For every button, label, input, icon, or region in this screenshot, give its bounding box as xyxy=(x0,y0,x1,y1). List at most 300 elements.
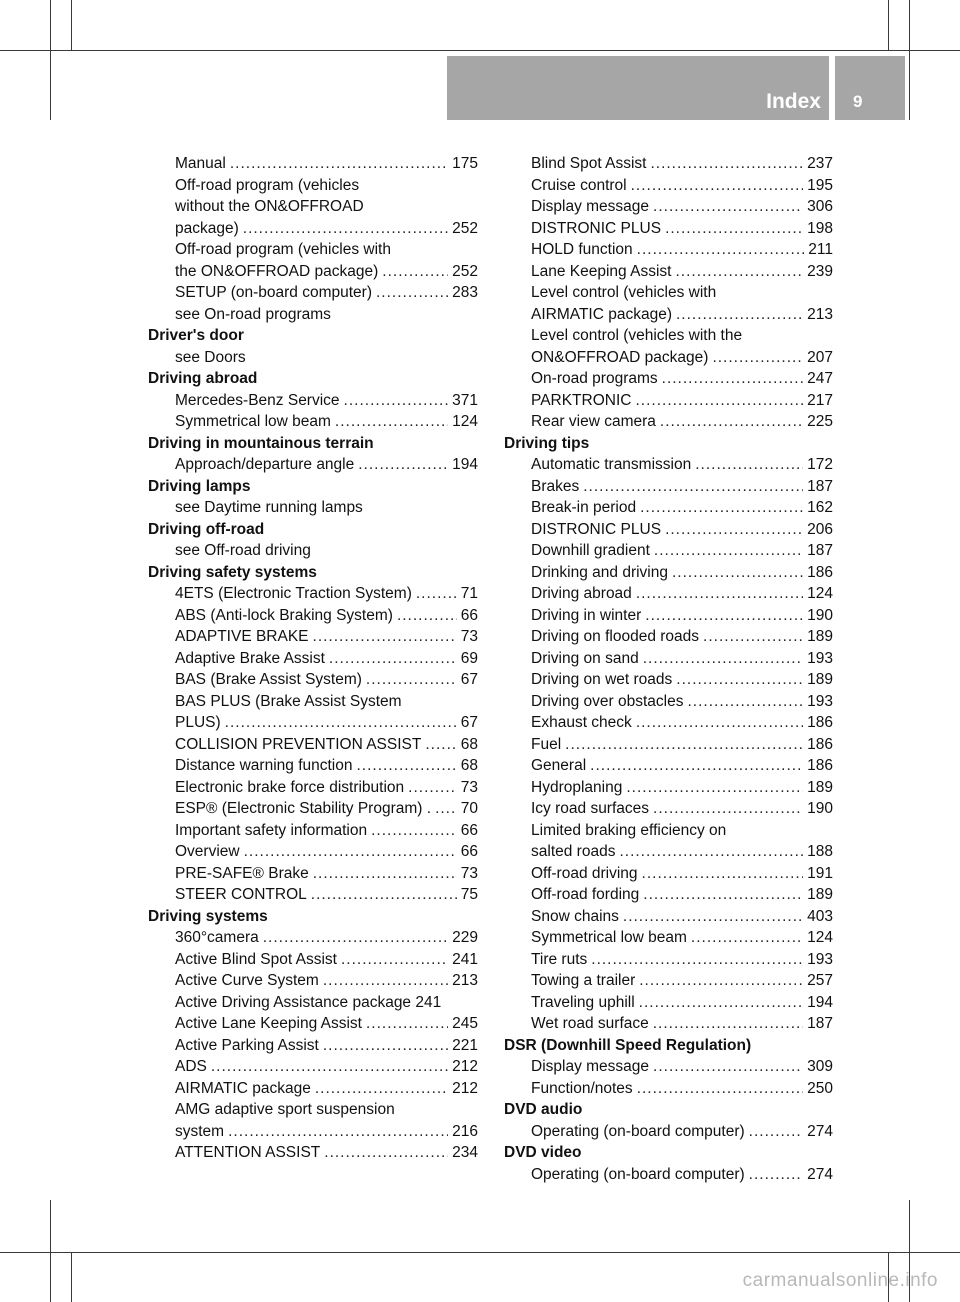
leader-dots xyxy=(637,1078,803,1100)
index-page-ref: 371 xyxy=(452,391,478,409)
index-entry-text: ADAPTIVE BRAKE xyxy=(175,628,309,645)
leader-dots xyxy=(376,282,448,304)
index-entry-text: Wet road surface xyxy=(531,1015,649,1032)
index-entry xyxy=(504,368,833,390)
index-entry xyxy=(504,325,833,347)
index-entry xyxy=(148,1078,478,1100)
index-heading xyxy=(148,368,478,390)
watermark: carmanualsonline.info xyxy=(742,1270,938,1291)
index-page-ref: 172 xyxy=(807,456,833,473)
index-entry xyxy=(148,949,478,971)
index-column-right xyxy=(504,153,833,1185)
index-entry xyxy=(504,282,833,304)
index-page-ref: 212 xyxy=(452,1079,478,1097)
index-page-ref: 309 xyxy=(807,1058,833,1075)
index-entry-text: Driving lamps xyxy=(148,477,251,495)
index-entry xyxy=(504,239,833,261)
index-page-ref: 186 xyxy=(807,714,833,731)
index-entry-text: COLLISION PREVENTION ASSIST xyxy=(175,735,422,753)
index-entry xyxy=(148,884,478,906)
index-page-ref: 217 xyxy=(807,391,833,409)
index-page-ref: 187 xyxy=(807,1015,833,1032)
index-page-ref: 75 xyxy=(460,886,478,903)
index-entry xyxy=(148,347,478,369)
index-entry-text: Active Lane Keeping Assist xyxy=(175,1015,362,1032)
index-entry-text: package) xyxy=(175,219,239,237)
index-entry-text: Driving in winter xyxy=(531,606,642,624)
index-entry xyxy=(504,691,833,713)
index-entry-text: Function/notes xyxy=(531,1079,633,1097)
index-entry-text: Driver's door xyxy=(148,327,244,344)
index-page-ref: 247 xyxy=(807,370,833,387)
index-entry-text: ATTENTION ASSIST xyxy=(175,1144,321,1161)
index-page-ref: 245 xyxy=(452,1015,478,1032)
index-page-ref: 66 xyxy=(460,821,478,839)
index-entry-text: without the ON&OFFROAD xyxy=(175,198,364,215)
index-entry-text: Active Driving Assistance package 241 xyxy=(175,993,442,1011)
index-entry xyxy=(148,648,478,670)
index-entry-text: system xyxy=(175,1122,225,1140)
index-entry-text: Exhaust check xyxy=(531,714,632,731)
index-entry xyxy=(148,626,478,648)
crop-mark xyxy=(0,50,960,51)
index-page-ref: 190 xyxy=(807,800,833,817)
index-entry xyxy=(504,970,833,992)
index-entry xyxy=(148,970,478,992)
index-entry-text: Active Curve System xyxy=(175,972,319,989)
index-entry-text: AIRMATIC package) xyxy=(531,305,672,323)
index-entry xyxy=(504,669,833,691)
index-entry xyxy=(504,712,833,734)
index-entry-text: PARKTRONIC xyxy=(531,391,632,409)
index-entry xyxy=(504,175,833,197)
index-entry xyxy=(148,1056,478,1078)
index-entry xyxy=(148,454,478,476)
index-entry xyxy=(148,497,478,519)
index-entry-text: Cruise control xyxy=(531,176,627,194)
index-heading xyxy=(504,1099,833,1121)
index-entry-text: Distance warning function xyxy=(175,757,353,774)
leader-dots xyxy=(653,1056,803,1078)
index-page-ref: 213 xyxy=(452,972,478,989)
index-entry-text: BAS (Brake Assist System) xyxy=(175,671,362,688)
index-entry xyxy=(148,583,478,605)
index-entry xyxy=(148,239,478,261)
index-entry xyxy=(504,347,833,369)
index-page-ref: 193 xyxy=(807,649,833,667)
index-entry-text: Off-road fording xyxy=(531,886,640,903)
index-page-ref: 175 xyxy=(452,155,478,172)
leader-dots xyxy=(749,1121,803,1143)
leader-dots xyxy=(676,304,803,326)
leader-dots xyxy=(408,777,457,799)
index-entry-text: Adaptive Brake Assist xyxy=(175,649,325,667)
index-entry xyxy=(504,1056,833,1078)
index-entry xyxy=(148,261,478,283)
leader-dots xyxy=(357,755,457,777)
index-entry-text: Off-road program (vehicles xyxy=(175,176,360,194)
index-entry-text: Level control (vehicles with xyxy=(531,284,717,301)
index-page-ref: 194 xyxy=(807,993,833,1011)
leader-dots xyxy=(636,583,803,605)
leader-dots xyxy=(315,1078,448,1100)
index-entry-text: Overview xyxy=(175,843,240,860)
index-entry-text: Driving abroad xyxy=(148,370,258,387)
index-entry xyxy=(504,927,833,949)
index-entry xyxy=(504,820,833,842)
index-entry-text: ADS xyxy=(175,1058,207,1075)
leader-dots xyxy=(691,927,803,949)
index-entry-text: General xyxy=(531,757,587,774)
index-page-ref: 241 xyxy=(452,950,478,968)
index-page-ref: 189 xyxy=(807,886,833,903)
index-page-ref: 198 xyxy=(807,219,833,237)
index-entry xyxy=(148,669,478,691)
index-entry xyxy=(504,949,833,971)
leader-dots xyxy=(324,1142,448,1164)
leader-dots xyxy=(639,992,803,1014)
index-entry xyxy=(504,540,833,562)
leader-dots xyxy=(341,949,448,971)
index-entry-text: Hydroplaning xyxy=(531,778,623,796)
index-entry xyxy=(504,884,833,906)
leader-dots xyxy=(313,626,457,648)
leader-dots xyxy=(263,927,448,949)
index-entry xyxy=(148,304,478,326)
index-entry-text: Driving over obstacles xyxy=(531,692,684,710)
index-entry-text: 360°camera xyxy=(175,929,259,946)
index-entry xyxy=(148,841,478,863)
crop-mark xyxy=(909,0,910,120)
index-entry xyxy=(148,1142,478,1164)
index-page-ref: 306 xyxy=(807,198,833,215)
leader-dots xyxy=(243,218,448,240)
index-entry xyxy=(148,691,478,713)
index-page-ref: 221 xyxy=(452,1036,478,1054)
index-entry xyxy=(504,196,833,218)
index-heading xyxy=(148,433,478,455)
leader-dots xyxy=(371,820,457,842)
index-entry xyxy=(504,153,833,175)
index-entry xyxy=(504,798,833,820)
index-entry xyxy=(148,540,478,562)
index-heading xyxy=(504,1142,833,1164)
leader-dots xyxy=(660,411,803,433)
index-entry xyxy=(504,1164,833,1186)
index-page-ref: 206 xyxy=(807,520,833,538)
leader-dots xyxy=(662,368,803,390)
header-divider xyxy=(829,56,835,120)
index-entry-text: Manual xyxy=(175,155,226,172)
index-entry-text: PLUS) xyxy=(175,714,221,731)
leader-dots xyxy=(397,605,457,627)
leader-dots xyxy=(211,1056,448,1078)
leader-dots xyxy=(653,196,803,218)
index-entry-text: Approach/departure angle xyxy=(175,456,355,473)
index-entry xyxy=(504,583,833,605)
index-entry-text: Operating (on-board computer) xyxy=(531,1122,745,1140)
index-entry-text: the ON&OFFROAD package) xyxy=(175,262,379,280)
leader-dots xyxy=(623,906,803,928)
leader-dots xyxy=(654,540,803,562)
index-entry xyxy=(504,1121,833,1143)
index-entry-text: DISTRONIC PLUS xyxy=(531,219,662,237)
index-page-ref: 186 xyxy=(807,757,833,774)
index-heading xyxy=(148,519,478,541)
leader-dots xyxy=(382,261,448,283)
index-entry xyxy=(504,411,833,433)
index-entry-text: DSR (Downhill Speed Regulation) xyxy=(504,1036,752,1054)
index-entry xyxy=(148,992,478,1014)
index-entry-text: Driving abroad xyxy=(531,585,632,602)
index-entry xyxy=(148,1099,478,1121)
crop-mark xyxy=(50,1200,51,1302)
index-entry-text: Downhill gradient xyxy=(531,542,650,559)
leader-dots xyxy=(635,390,803,412)
index-entry xyxy=(148,390,478,412)
index-entry-text: Driving off-road xyxy=(148,520,265,538)
leader-dots xyxy=(653,1013,803,1035)
index-heading xyxy=(148,476,478,498)
index-entry xyxy=(504,304,833,326)
index-page-ref: 66 xyxy=(460,843,478,860)
index-entry-text: Rear view camera xyxy=(531,413,656,430)
index-entry-text: Active Blind Spot Assist xyxy=(175,950,337,968)
index-entry-text: Driving tips xyxy=(504,434,590,452)
index-page-ref: 403 xyxy=(807,907,833,925)
index-entry-text: ESP® (Electronic Stability Program) . xyxy=(175,800,432,817)
leader-dots xyxy=(665,519,803,541)
leader-dots xyxy=(650,153,803,175)
leader-dots xyxy=(631,175,804,197)
leader-dots xyxy=(626,777,803,799)
index-page-ref: 73 xyxy=(460,864,478,882)
index-entry xyxy=(148,175,478,197)
index-entry xyxy=(504,863,833,885)
index-page-ref: 216 xyxy=(452,1122,478,1140)
index-page-ref: 186 xyxy=(807,563,833,581)
index-entry-text: Towing a trailer xyxy=(531,972,636,989)
index-entry-text: Fuel xyxy=(531,735,562,753)
leader-dots xyxy=(695,454,803,476)
index-column-left xyxy=(148,153,478,1164)
index-entry xyxy=(504,497,833,519)
index-page-ref: 124 xyxy=(807,585,833,602)
index-entry xyxy=(504,755,833,777)
index-page-ref: 186 xyxy=(807,735,833,753)
crop-mark xyxy=(71,0,72,50)
index-entry-text: Traveling uphill xyxy=(531,993,635,1011)
index-entry-text: Limited braking efficiency on xyxy=(531,821,727,839)
index-page-ref: 70 xyxy=(460,800,478,817)
index-entry xyxy=(148,218,478,240)
index-page-ref: 229 xyxy=(452,929,478,946)
index-entry-text: Driving safety systems xyxy=(148,563,317,581)
index-page-ref: 225 xyxy=(807,413,833,430)
index-page-ref: 250 xyxy=(807,1079,833,1097)
leader-dots xyxy=(435,798,457,820)
index-entry-text: see Doors xyxy=(175,348,246,366)
leader-dots xyxy=(712,347,803,369)
header-bar xyxy=(447,56,905,120)
index-entry-text: Driving on sand xyxy=(531,649,639,667)
index-entry-text: DISTRONIC PLUS xyxy=(531,520,662,538)
index-page-ref: 67 xyxy=(460,671,478,688)
index-page-ref: 193 xyxy=(807,692,833,710)
leader-dots xyxy=(425,734,456,756)
index-page-ref: 189 xyxy=(807,778,833,796)
index-entry-text: DVD audio xyxy=(504,1101,583,1118)
leader-dots xyxy=(675,261,803,283)
index-entry xyxy=(148,863,478,885)
index-entry xyxy=(148,411,478,433)
index-heading xyxy=(148,906,478,928)
index-page-ref: 211 xyxy=(808,241,833,258)
index-entry-text: Drinking and driving xyxy=(531,563,668,581)
index-page-ref: 68 xyxy=(460,735,478,753)
leader-dots xyxy=(335,411,448,433)
index-entry xyxy=(148,798,478,820)
index-entry-text: ABS (Anti-lock Braking System) xyxy=(175,606,393,624)
index-page-ref: 212 xyxy=(452,1058,478,1075)
index-entry-text: see On-road programs xyxy=(175,305,331,323)
leader-dots xyxy=(643,884,803,906)
index-heading xyxy=(148,562,478,584)
index-entry-text: AIRMATIC package xyxy=(175,1079,311,1097)
index-page-ref: 189 xyxy=(807,628,833,645)
leader-dots xyxy=(583,476,803,498)
leader-dots xyxy=(640,497,803,519)
index-entry-text: Off-road program (vehicles with xyxy=(175,241,391,258)
page-title: Index xyxy=(766,90,821,113)
leader-dots xyxy=(225,712,457,734)
index-page-ref: 124 xyxy=(807,929,833,946)
leader-dots xyxy=(244,841,457,863)
index-entry xyxy=(504,476,833,498)
index-entry-text: Mercedes-Benz Service xyxy=(175,391,340,409)
leader-dots xyxy=(703,626,803,648)
index-entry-text: On-road programs xyxy=(531,370,658,387)
index-entry xyxy=(504,605,833,627)
index-entry-text: Electronic brake force distribution xyxy=(175,778,405,796)
leader-dots xyxy=(590,755,803,777)
index-page-ref: 73 xyxy=(460,628,478,645)
leader-dots xyxy=(329,648,457,670)
index-entry xyxy=(504,626,833,648)
index-page-ref: 66 xyxy=(460,606,478,624)
leader-dots xyxy=(311,884,457,906)
index-entry-text: Important safety information xyxy=(175,821,368,839)
leader-dots xyxy=(665,218,803,240)
index-entry xyxy=(148,282,478,304)
index-page-ref: 71 xyxy=(460,585,478,602)
index-entry xyxy=(504,454,833,476)
index-entry xyxy=(504,777,833,799)
index-page-ref: 193 xyxy=(807,950,833,968)
index-page-ref: 207 xyxy=(807,348,833,366)
index-entry-text: Display message xyxy=(531,198,650,215)
index-entry-text: AMG adaptive sport suspension xyxy=(175,1101,395,1118)
index-entry xyxy=(504,562,833,584)
index-entry xyxy=(148,1121,478,1143)
leader-dots xyxy=(642,863,804,885)
leader-dots xyxy=(619,841,803,863)
index-entry xyxy=(148,196,478,218)
leader-dots xyxy=(749,1164,803,1186)
index-page-ref: 234 xyxy=(452,1144,478,1161)
index-entry-text: Display message xyxy=(531,1058,650,1075)
index-entry xyxy=(148,734,478,756)
leader-dots xyxy=(323,970,448,992)
index-entry xyxy=(148,755,478,777)
index-page-ref: 187 xyxy=(807,477,833,495)
leader-dots xyxy=(228,1121,448,1143)
index-entry xyxy=(148,605,478,627)
index-entry xyxy=(148,153,478,175)
index-entry-text: see Off-road driving xyxy=(175,542,311,559)
index-page-ref: 213 xyxy=(807,305,833,323)
index-page-ref: 73 xyxy=(460,778,478,796)
index-heading xyxy=(504,1035,833,1057)
leader-dots xyxy=(676,669,803,691)
index-entry-text: Driving in mountainous terrain xyxy=(148,434,374,452)
leader-dots xyxy=(366,1013,448,1035)
index-entry xyxy=(148,820,478,842)
index-page-ref: 187 xyxy=(807,542,833,559)
index-page-ref: 162 xyxy=(807,499,833,516)
index-entry-text: SETUP (on-board computer) xyxy=(175,284,372,301)
index-entry xyxy=(504,1013,833,1035)
index-page-ref: 67 xyxy=(460,714,478,731)
index-page-ref: 239 xyxy=(807,262,833,280)
index-entry-text: BAS PLUS (Brake Assist System xyxy=(175,692,402,710)
index-page-ref: 274 xyxy=(807,1165,833,1183)
index-entry xyxy=(504,261,833,283)
index-page-ref: 237 xyxy=(807,155,833,172)
index-entry-text: Level control (vehicles with the xyxy=(531,327,743,344)
index-entry-text: STEER CONTROL xyxy=(175,886,307,903)
index-entry-text: Break-in period xyxy=(531,499,637,516)
index-entry-text: Blind Spot Assist xyxy=(531,155,647,172)
index-entry xyxy=(504,992,833,1014)
leader-dots xyxy=(591,949,803,971)
index-entry xyxy=(148,712,478,734)
index-page-ref: 195 xyxy=(807,176,833,194)
leader-dots xyxy=(358,454,448,476)
index-page-ref: 252 xyxy=(452,219,478,237)
index-entry-text: see Daytime running lamps xyxy=(175,499,363,516)
index-entry-text: ON&OFFROAD package) xyxy=(531,348,709,366)
leader-dots xyxy=(637,239,805,261)
leader-dots xyxy=(672,562,803,584)
index-entry xyxy=(504,1078,833,1100)
index-page-ref: 274 xyxy=(807,1122,833,1140)
page-number: 9 xyxy=(853,92,863,111)
crop-mark xyxy=(50,0,51,120)
index-entry-text: Symmetrical low beam xyxy=(175,413,331,430)
index-entry-text: PRE-SAFE® Brake xyxy=(175,864,309,882)
index-heading xyxy=(148,325,478,347)
index-page-ref: 124 xyxy=(452,413,478,430)
index-page-ref: 252 xyxy=(452,262,478,280)
index-entry xyxy=(504,906,833,928)
leader-dots xyxy=(636,712,803,734)
index-entry-text: salted roads xyxy=(531,843,616,860)
index-entry-text: Brakes xyxy=(531,477,580,495)
leader-dots xyxy=(313,863,457,885)
index-entry-text: Snow chains xyxy=(531,907,619,925)
index-page-ref: 68 xyxy=(460,757,478,774)
